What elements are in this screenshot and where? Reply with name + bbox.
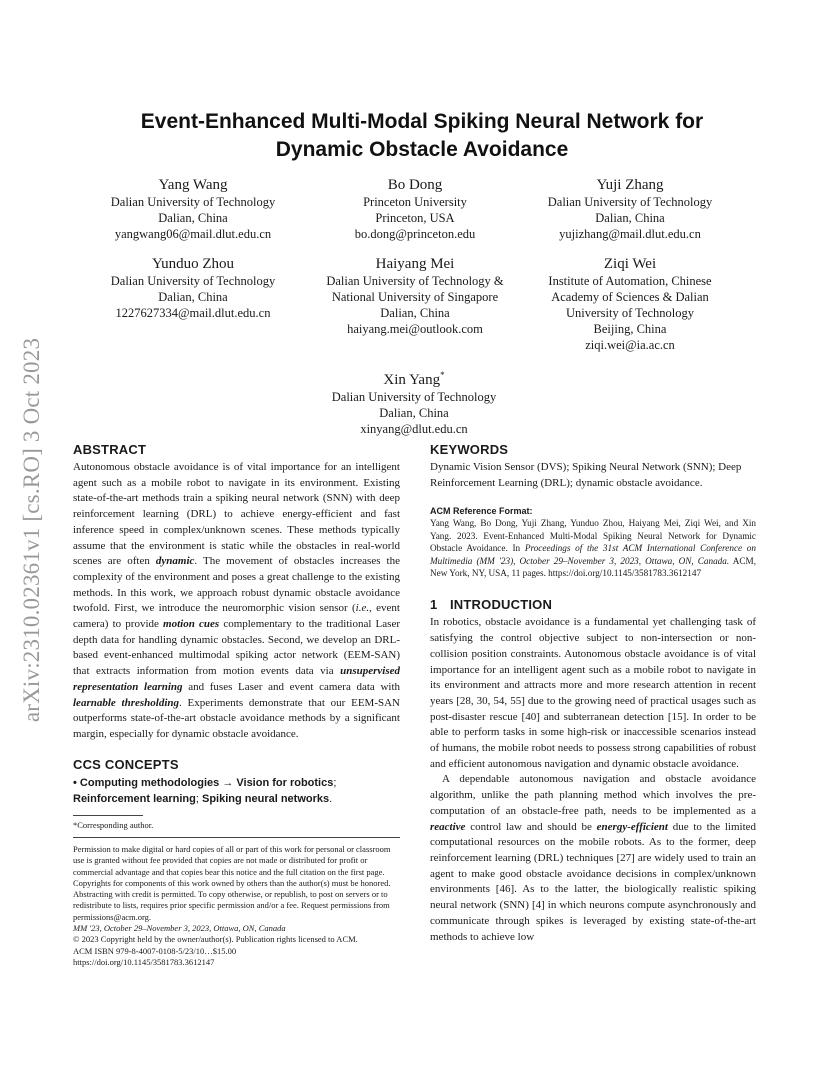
- author-location: Beijing, China: [593, 322, 667, 336]
- acm-ref-heading: ACM Reference Format:: [430, 506, 533, 517]
- author-block: [515, 255, 745, 353]
- author-name: Xin Yang*: [383, 370, 445, 388]
- venue-line: MM '23, October 29–November 3, 2023, Ottawa, ON, Canada: [73, 923, 286, 934]
- arxiv-id: arXiv:2310.02361v1 [cs.RO] 3 Oct 2023: [19, 337, 44, 723]
- author-affiliation: Dalian University of Technology &: [326, 274, 504, 288]
- author-email: yangwang06@mail.dlut.edu.cn: [114, 227, 272, 241]
- author-affiliation: Princeton University: [363, 195, 467, 209]
- author-name: Yuji Zhang: [596, 177, 664, 193]
- author-email: yujizhang@mail.dlut.edu.cn: [559, 227, 701, 241]
- author-affiliation: Dalian University of Technology: [331, 390, 497, 404]
- author-email: haiyang.mei@outlook.com: [347, 322, 483, 336]
- author-name: Haiyang Mei: [375, 256, 455, 272]
- author-block: [300, 176, 530, 242]
- author-location: Dalian, China: [595, 211, 665, 225]
- keywords-text: Dynamic Vision Sensor (DVS); Spiking Neural Network (SNN); Deep Reinforcement Learning (DRL); dynamic obstacle avoidance.: [430, 461, 742, 489]
- doi-line: https://doi.org/10.1145/3581783.3612147: [73, 956, 215, 967]
- keywords-heading: KEYWORDS: [430, 442, 509, 457]
- left-column: [73, 440, 400, 968]
- author-location: Princeton, USA: [375, 211, 455, 225]
- abstract-body: Autonomous obstacle avoidance is of vital importance for an intelligent agent such as a mobile robot to navigate in its environment. Existing state-of-the-art methods train a spiking neural network (SNN) with deep reinforcement learning (DRL) to achieve energy-efficient and fast inference speed in complex/unknown scenes. These methods typically assume that the environment is static while the obstacles in real-world scenes are often dynamic. The movement of obstacles increases the complexity of the environment and poses a great challenge to the existing methods. In this work, we approach robust dynamic obstacle avoidance twofold. First, we introduce the neuromorphic vision sensor (i.e., event camera) to provide motion cues complementary to the traditional Laser depth data for handling dynamic obstacles. Second, we develop an DRL-based event-enhanced multimodal spiking actor network (EEM-SAN) that extracts information from motion events data via unsupervised representation learning and fuses Laser and event camera data with learnable thresholding. Experiments demonstrate that our EEM-SAN outperforms state-of-the-art obstacle avoidance methods by a significant margin, especially for dynamic obstacle avoidance.: [73, 461, 401, 740]
- author-affiliation: Dalian University of Technology: [547, 195, 713, 209]
- right-column: [430, 440, 756, 945]
- corresponding-mark: *: [440, 370, 445, 380]
- author-email: 1227627334@mail.dlut.edu.cn: [115, 306, 271, 320]
- author-name: Bo Dong: [387, 177, 443, 193]
- author-affiliation: National University of Singapore: [331, 290, 499, 304]
- author-location: Dalian, China: [158, 290, 228, 304]
- author-block: [515, 176, 745, 242]
- author-block: [78, 255, 308, 321]
- footnote-rule: [73, 815, 143, 816]
- ccs-heading: CCS CONCEPTS: [73, 756, 179, 772]
- author-name: Yunduo Zhou: [151, 256, 235, 272]
- author-block: [300, 255, 530, 337]
- intro-paragraph-2: A dependable autonomous navigation and obstacle avoidance algorithm, unlike the path planning method which involves the pre-computation of an obstacle-free path, needs to be implemented as a reactive control law and should be energy-efficient due to the limited computational resources on the mobile robots. As to the former, deep reinforcement learning (DRL) techniques [27] are widely used to train an agent to make good obstacle avoidance decisions in complex/unknown environments [46]. As to the latter, the biologically realistic spiking neural network (SNN) [4] in which neurons compute asynchronously and communicate through spikes is leveraged by existing state-of-the-art methods to achieve low: [430, 773, 757, 943]
- title-line-2: Dynamic Obstacle Avoidance: [275, 138, 569, 161]
- author-block: [78, 176, 308, 242]
- arxiv-sidebar: [12, 290, 52, 770]
- author-affiliation: Dalian University of Technology: [110, 274, 276, 288]
- author-email: bo.dong@princeton.edu: [354, 227, 476, 241]
- abstract-heading: ABSTRACT: [73, 442, 147, 457]
- paper-title: [72, 108, 772, 164]
- ccs-concepts: • Computing methodologies → Vision for robotics; Reinforcement learning; Spiking neural networks.: [73, 776, 337, 805]
- copyright-line: © 2023 Copyright held by the owner/author(s). Publication rights licensed to ACM.: [73, 934, 358, 945]
- author-block: [299, 366, 529, 437]
- author-location: Dalian, China: [379, 406, 449, 420]
- intro-paragraph-1: In robotics, obstacle avoidance is a fundamental yet challenging task of satisfying the control objective subject to non-intersection or non-collision position constraints. Autonomous obstacle avoidance is of vital importance for an intelligent agent such as a mobile robot to navigate in its environment and attracts more and more research attention in recent years [28, 30, 54, 55] due to the growing need of practical usages such as post-disaster rescue [40] and subterranean detection [15]. In order to be able to perform tasks in some high-risk or inaccessible scenarios instead of humans, the mobile robot needs to possess strong capabilities of robust and efficient autonomous navigation and dynamic obstacle avoidance.: [430, 616, 756, 770]
- title-line-1: Event-Enhanced Multi-Modal Spiking Neural Network for: [140, 110, 704, 133]
- author-affiliation: Institute of Automation, Chinese: [548, 274, 712, 288]
- author-location: Dalian, China: [158, 211, 228, 225]
- acm-ref-body: Yang Wang, Bo Dong, Yuji Zhang, Yunduo Zhou, Haiyang Mei, Ziqi Wei, and Xin Yang. 2023. Event-Enhanced Multi-Modal Spiking Neural Network for Dynamic Obstacle Avoidance. In Proceedings of the 31st ACM International Conference on Multimedia (MM '23), October 29–November 3, 2023, Ottawa, ON, Canada. ACM, New York, NY, USA, 11 pages. https://doi.org/10.1145/3581783.3612147: [430, 518, 757, 579]
- author-name: Yang Wang: [158, 177, 228, 193]
- author-email: ziqi.wei@ia.ac.cn: [585, 338, 675, 352]
- author-email: xinyang@dlut.edu.cn: [360, 422, 468, 436]
- intro-heading: 1 INTRODUCTION: [430, 597, 553, 613]
- author-location: Dalian, China: [380, 306, 450, 320]
- author-affiliation: University of Technology: [565, 306, 695, 320]
- corresponding-footnote: *Corresponding author.: [73, 819, 154, 830]
- author-affiliation: Academy of Sciences & Dalian: [551, 290, 709, 304]
- permission-notice: Permission to make digital or hard copies of all or part of this work for personal or classroom use is granted without fee provided that copies are not made or distributed for profit or commercial advantage and that copies bear this notice and the full citation on the first page. Copyrights for components of this work owned by others than the author(s) must be honored. Abstracting with credit is permitted. To copy otherwise, or republish, to post on servers or to redistribute to lists, requires prior specific permission and/or a fee. Request permissions from permissions@acm.org.: [73, 843, 391, 922]
- isbn-line: ACM ISBN 979-8-4007-0108-5/23/10…$15.00: [73, 945, 237, 956]
- permission-rule: [73, 837, 400, 838]
- author-name: Ziqi Wei: [603, 256, 657, 272]
- author-affiliation: Dalian University of Technology: [110, 195, 276, 209]
